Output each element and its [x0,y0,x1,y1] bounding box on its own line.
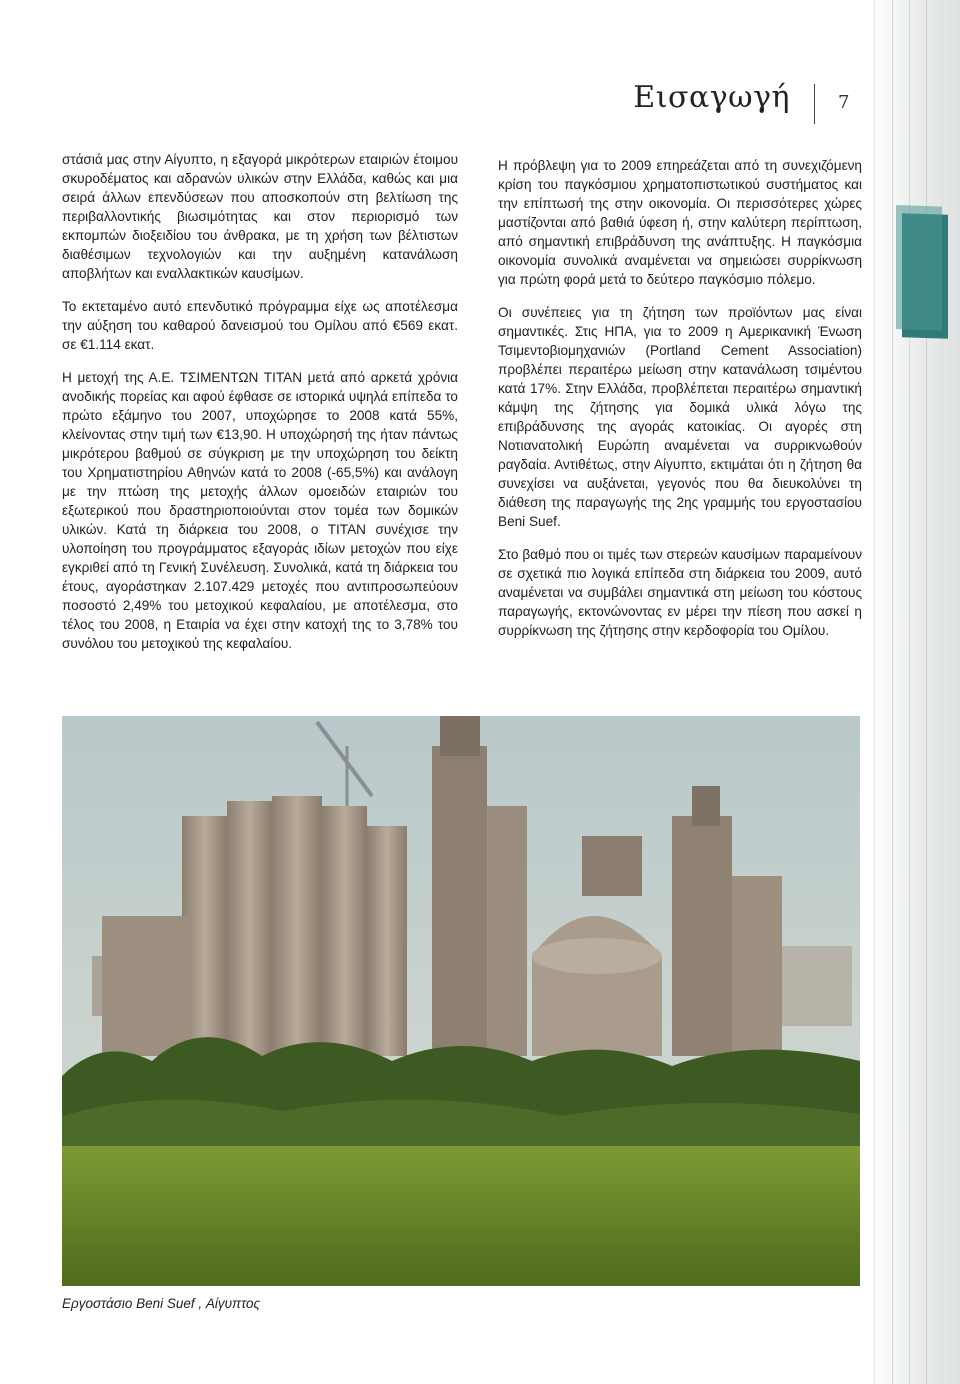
page-number: 7 [838,92,850,113]
paragraph: Στο βαθμό που οι τιμές των στερεών καυσίμων παραμείνουν σε σχετικά πιο λογικά επίπεδα στη διάρκεια του 2009, αυτό αναμένεται να συμβάλει σημαντικά στη μείωση του κόστους παραγωγής, εκτονώνοντας εν μέρει την πίεση που ασκεί η συρρίκνωση της ζήτησης στην κερδοφορία του Ομίλου. [498,547,862,638]
paragraph: Η μετοχή της Α.Ε. ΤΣΙΜΕΝΤΩΝ ΤΙΤΑΝ μετά από αρκετά χρόνια ανοδικής πορείας και αφού έφθασε σε ιστορικά υψηλά επίπεδα το πρώτο εξάμηνο του 2007, υποχώρησε το 2008 κατά 55%, κλείνοντας στην τιμή των €13,90. Η υποχώρησή της ήταν πάντως μικρότερου βαθμού σε σύγκριση με την υποχώρηση του δείκτη του Χρηματιστηρίου Αθηνών κατά το 2008 (-65,5%) και ανάλογη με την πτώση της μετοχής άλλων ομοειδών εταιριών του εξωτερικού που δραστηριοποιούνται στον τομέα των δομικών υλικών. Κατά τη διάρκεια του 2008, ο ΤΙΤΑΝ συνέχισε την υλοποίηση του προγράμματος εξαγοράς ιδίων μετοχών που είχε εγκριθεί από τη Γενική Συνέλευση. Συνολικά, κατά τη διάρκεια του έτους, αγοράστηκαν 2.107.429 μετοχές που αντιπροσωπεύουν ποσοστό 2,49% του μετοχικού κεφαλαίου, με αποτέλεσμα, στο τέλος του 2008, η Εταιρία να έχει στην κατοχή της το 3,78% του συνόλου του μετοχικού της κεφαλαίου. [62,370,458,651]
paragraph: Οι συνέπειες για τη ζήτηση των προϊόντων μας είναι σημαντικές. Στις ΗΠΑ, για το 2009 η Αμερικανική Ένωση Τσιμεντοβιομηχανιών (Portland Cement Association) προβλέπει περαιτέρω μείωση στην κατανάλωση τσιμέντου κατά 17%. Στην Ελλάδα, προβλέπεται περαιτέρω σημαντική κάμψη της ζήτησης για δομικά υλικά λόγω της επιβράδυνσης της αγοράς κατοικίας. Οι αγορές στη Νοτιανατολική Ευρώπη αναμένεται να συρρικνωθούν ραγδαία. Αντιθέτως, στην Αίγυπτο, εκτιμάται ότι η ζήτηση θα συνεχίσει να αυξάνεται, γεγονός που θα διευκολύνει τη διάθεση της παραγωγής της 2ης γραμμής του εργοστασίου Beni Suef. [498,305,862,529]
paragraph: στάσιά μας στην Αίγυπτο, η εξαγορά μικρότερων εταιριών έτοιμου σκυροδέματος και αδρανών υλικών στην Ελλάδα, καθώς και μια σειρά άλλων επενδύσεων που αποσκοπούν στη βελτίωση της περιβαλλοντικής βιωσιμότητας και στον περιορισμό των εκπομπών διοξειδίου του άνθρακα, με τη χρήση των βέλτιστων διαθέσιμων τεχνολογιών και την αυξημένη κατανάλωση αποβλήτων και εναλλακτικών καυσίμων. [62,152,458,281]
section-title: Εισαγωγή [633,80,790,115]
header-divider [814,84,815,124]
cement-plant-photo [62,716,860,1286]
left-column [62,150,458,667]
section-tab [902,213,948,339]
paragraph: Η πρόβλεψη για το 2009 επηρεάζεται από τη συνεχιζόμενη κρίση του παγκόσμιου χρηματοπιστωτικού συστήματος και την επίπτωσή της στην οικονομία. Οι περισσότερες χώρες μαστίζονται από βαθιά ύφεση ή, στην καλύτερη περίπτωση, από σημαντική επιβράδυνση της ανάπτυξης. Η παγκόσμια οικονομία συνολικά αναμένεται να σημειώσει συρρίκνωση για πρώτη φορά μετά το δεύτερο παγκόσμιο πόλεμο. [498,158,862,287]
right-column [498,156,862,654]
figure-caption: Εργοστάσιο Beni Suef , Αίγυπτος [62,1296,261,1311]
paragraph: Το εκτεταμένο αυτό επενδυτικό πρόγραμμα είχε ως αποτέλεσμα την αύξηση του καθαρού δανεισμού του Ομίλου από €569 εκατ. σε €1.114 εκατ. [62,299,458,352]
